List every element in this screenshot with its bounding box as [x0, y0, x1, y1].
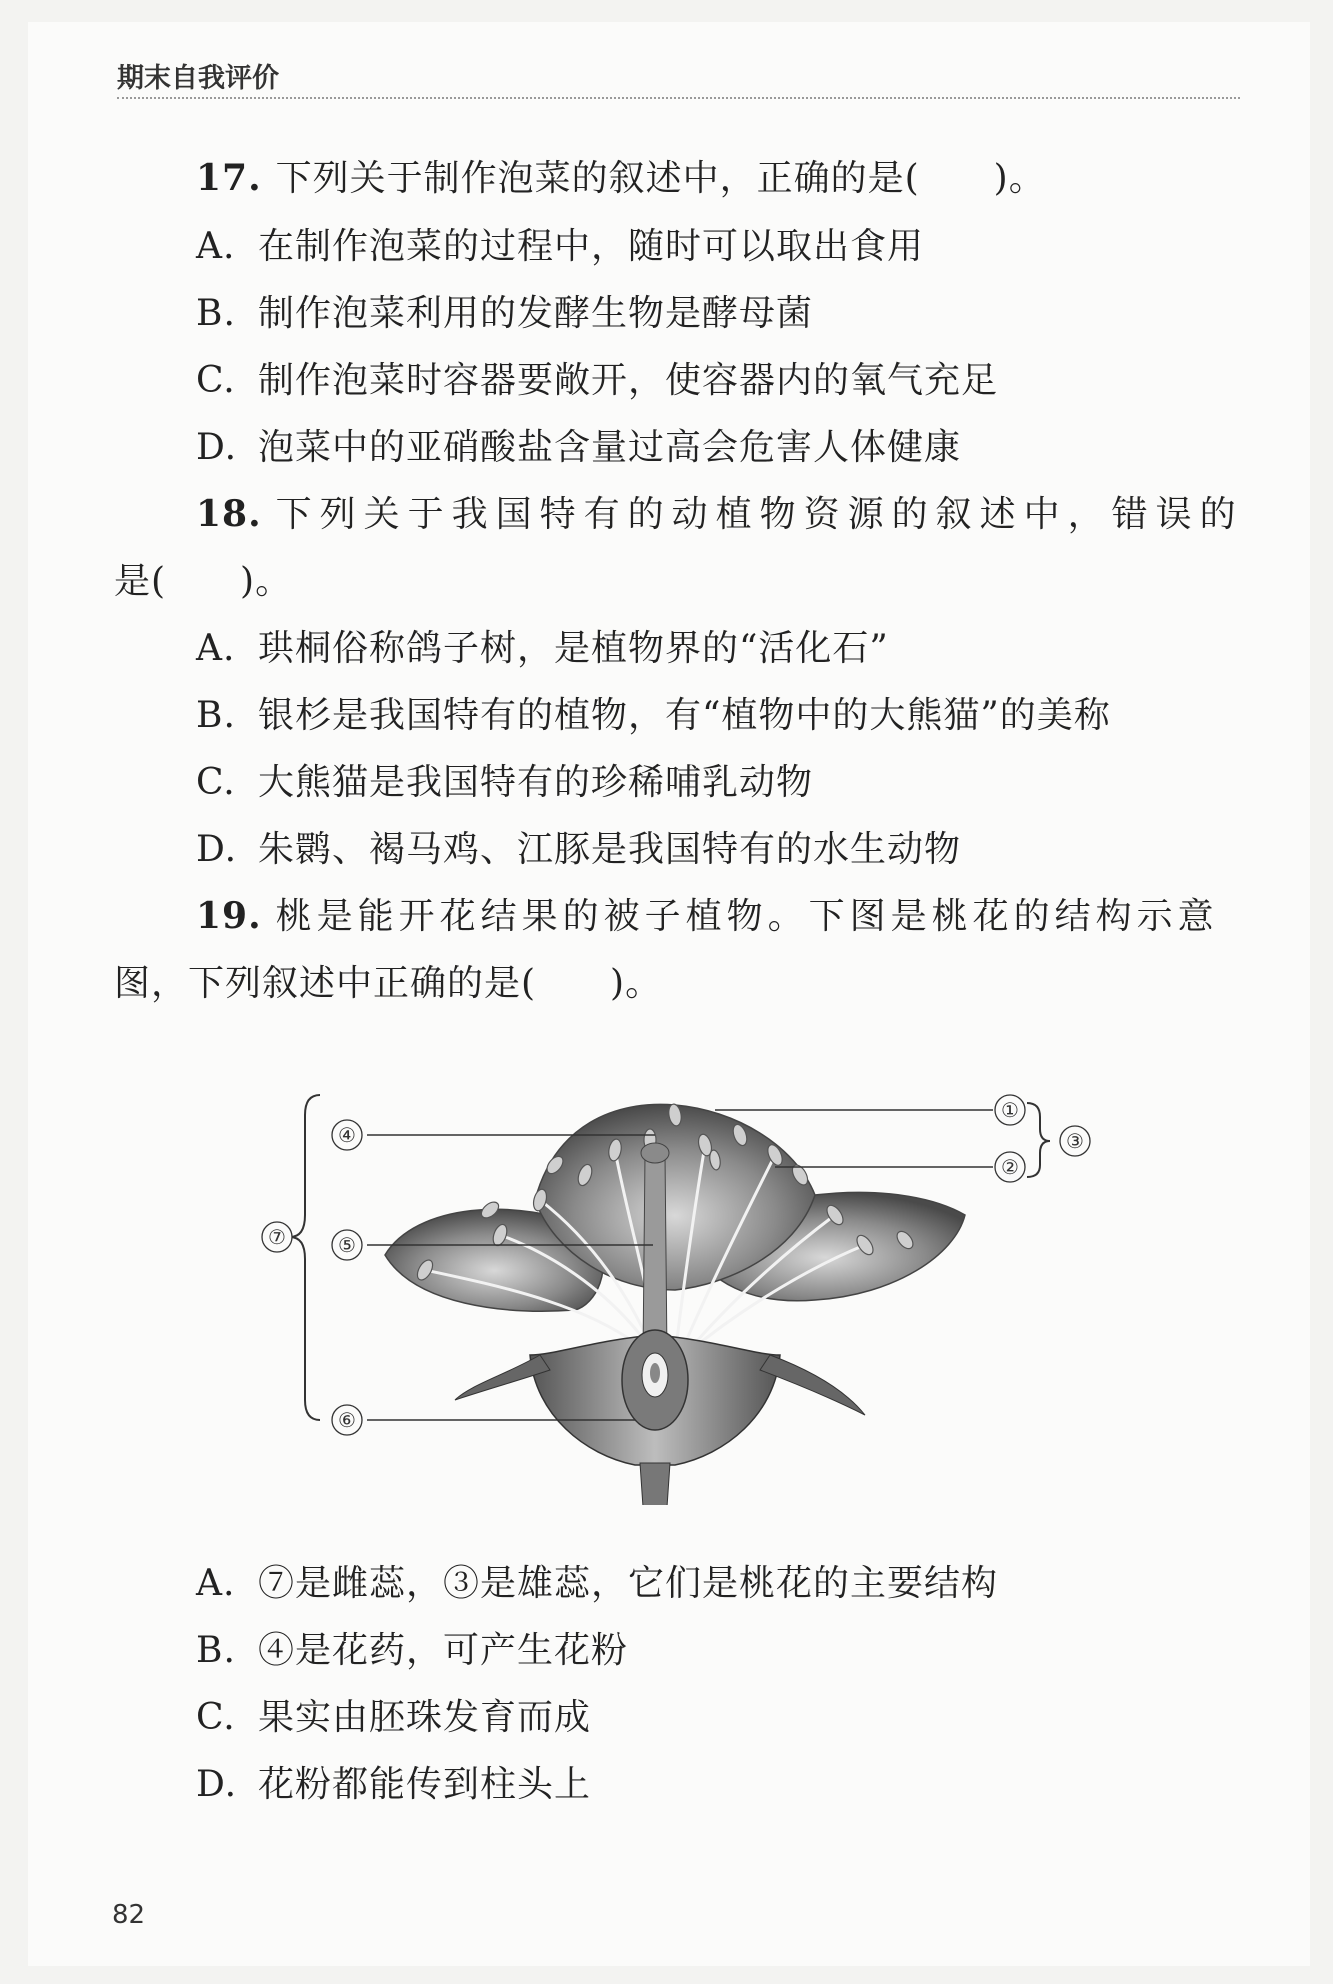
question-text: 是( )。 — [114, 561, 293, 602]
question-18-stem — [196, 486, 1244, 537]
label-3-text: ③ — [1066, 1129, 1084, 1153]
question-19-option-d — [196, 1756, 591, 1807]
question-number: 18. — [196, 493, 262, 535]
option-letter: C. — [196, 762, 236, 803]
page-header-title: 期末自我评价 — [117, 63, 279, 94]
option-text: ④是花药，可产生花粉 — [258, 1630, 629, 1671]
peach-flower-diagram — [255, 1055, 1115, 1505]
question-17-option-d — [196, 419, 961, 470]
option-letter: A. — [196, 226, 236, 267]
question-17-option-c — [196, 352, 998, 403]
question-17-stem — [196, 150, 1046, 201]
question-text: 桃是能开花结果的被子植物。下图是桃花的结构示意 — [275, 896, 1219, 937]
option-letter: B. — [196, 293, 236, 334]
option-text: 花粉都能传到柱头上 — [258, 1764, 592, 1805]
question-number: 17. — [196, 157, 262, 199]
option-text: 泡菜中的亚硝酸盐含量过高会危害人体健康 — [258, 427, 962, 468]
label-3 — [1060, 1126, 1090, 1156]
label-1 — [995, 1095, 1025, 1125]
question-18-option-a — [196, 620, 889, 671]
option-text: 珙桐俗称鸽子树，是植物界的“活化石” — [258, 628, 889, 669]
question-19-stem — [196, 888, 1219, 939]
option-text: 制作泡菜时容器要敞开，使容器内的氧气充足 — [258, 360, 999, 401]
label-7 — [262, 1222, 292, 1252]
question-18-stem-cont — [114, 553, 292, 604]
option-letter: A. — [196, 1563, 236, 1604]
style-shape — [643, 1155, 667, 1355]
question-19-option-c — [196, 1689, 591, 1740]
question-text: 下列关于我国特有的动植物资源的叙述中，错误的 — [275, 494, 1244, 535]
label-4 — [332, 1120, 362, 1150]
question-19-option-a — [196, 1555, 998, 1606]
question-17-option-b — [196, 285, 813, 336]
label-5 — [332, 1230, 362, 1260]
question-18-option-d — [196, 821, 961, 872]
option-text: 制作泡菜利用的发酵生物是酵母菌 — [258, 293, 814, 334]
option-letter: B. — [196, 1630, 236, 1671]
label-2 — [995, 1152, 1025, 1182]
question-17-option-a — [196, 218, 924, 269]
flower-stalk-shape — [640, 1463, 670, 1505]
question-text: 图，下列叙述中正确的是( )。 — [114, 963, 663, 1004]
label-2-text: ② — [1001, 1155, 1019, 1179]
option-letter: D. — [196, 829, 238, 870]
page-number: 82 — [112, 1900, 146, 1930]
question-19-option-b — [196, 1622, 628, 1673]
option-letter: C. — [196, 360, 236, 401]
question-text: 下列关于制作泡菜的叙述中，正确的是( )。 — [275, 158, 1046, 199]
option-letter: D. — [196, 1764, 238, 1805]
option-letter: C. — [196, 1697, 236, 1738]
option-text: ⑦是雌蕊，③是雄蕊，它们是桃花的主要结构 — [258, 1563, 999, 1604]
option-text: 银杉是我国特有的植物，有“植物中的大熊猫”的美称 — [258, 695, 1111, 736]
brace-right — [1027, 1103, 1050, 1177]
label-6-text: ⑥ — [338, 1408, 356, 1432]
label-7-text: ⑦ — [268, 1225, 286, 1249]
question-18-option-b — [196, 687, 1111, 738]
right-sepal-shape — [760, 1355, 865, 1415]
label-5-text: ⑤ — [338, 1233, 356, 1257]
option-letter: A. — [196, 628, 236, 669]
option-letter: D. — [196, 427, 238, 468]
option-letter: B. — [196, 695, 236, 736]
brace-left — [290, 1095, 320, 1420]
option-text: 果实由胚珠发育而成 — [258, 1697, 592, 1738]
header-divider — [117, 97, 1240, 99]
label-1-text: ① — [1001, 1098, 1019, 1122]
label-4-text: ④ — [338, 1123, 356, 1147]
question-number: 19. — [196, 895, 262, 937]
stigma-shape — [641, 1143, 669, 1163]
question-18-option-c — [196, 754, 813, 805]
option-text: 在制作泡菜的过程中，随时可以取出食用 — [258, 226, 925, 267]
label-6 — [332, 1405, 362, 1435]
option-text: 大熊猫是我国特有的珍稀哺乳动物 — [258, 762, 814, 803]
option-text: 朱鹮、褐马鸡、江豚是我国特有的水生动物 — [258, 829, 962, 870]
question-19-stem-cont — [114, 955, 662, 1006]
